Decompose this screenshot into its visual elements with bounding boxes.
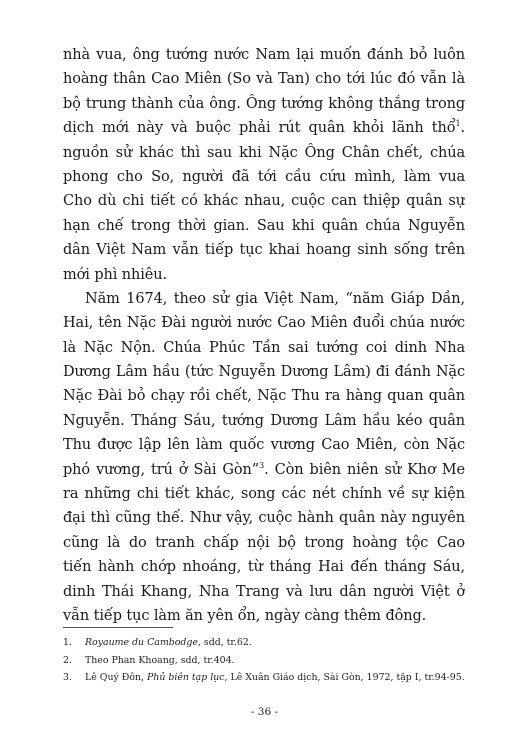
text-line: nguồn sử khác thì sau khi Nặc Ông Chân chết, chúa: [63, 144, 465, 161]
text-segment: . Còn biên niên sử Khơ Me: [264, 461, 465, 478]
footnote-3: [63, 669, 473, 687]
text-line: dinh Thái Khang, Nha Trang và lưu dân người Việt ở: [63, 583, 465, 600]
text-line: ra những chi tiết khác, song các nét chính về sự kiện: [63, 486, 465, 503]
text-line: Thu được lập lên làm quốc vương Cao Miên, còn Nặc: [63, 437, 465, 454]
text-line: Nguyễn. Tháng Sáu, tướng Dương Lâm hầu kéo quân: [63, 412, 465, 429]
paragraph-first-line: Năm 1674, theo sử gia Việt Nam, “năm Giáp Dần,: [85, 290, 465, 307]
footnote-rest: , sdd, tr.62.: [197, 637, 252, 648]
text-line: cũng là do tranh chấp nội bộ trong hoàng tộc Cao: [63, 534, 465, 551]
footnote-divider: [63, 627, 173, 628]
footnote-number: 2.: [63, 654, 72, 666]
page-number: - 36 -: [250, 706, 279, 718]
text-segment: .: [460, 120, 465, 137]
text-line: Dương Lâm hầu (tức Nguyễn Dương Lâm) đi đánh Nặc: [63, 364, 465, 381]
text-line: tiến hành chớp nhoáng, từ tháng Hai đến tháng Sáu,: [63, 559, 465, 576]
text-line: đại thì cũng thế. Như vậy, cuộc hành quân này nguyên: [63, 510, 465, 527]
footnote-rest: , Lê Xuân Giáo dịch, Sài Gòn, 1972, tập I, tr.94-95.: [224, 672, 465, 683]
text-line: là Nặc Nộn. Chúa Phúc Tần sai tướng coi dinh Nha: [63, 339, 465, 356]
text-line: [63, 165, 465, 189]
text-line: hoàng thân Cao Miên (So và Tan) cho tới lúc đó vẫn là: [63, 71, 465, 88]
text-line: Nặc Đài bỏ chạy rồi chết, Nặc Thu ra hàng quan quân: [63, 388, 465, 405]
footnote-2: [63, 652, 473, 670]
text-line: nhà vua, ông tướng nước Nam lại muốn đánh bỏ luôn: [63, 47, 465, 63]
text-segment: phong cho So, người đã tới cầu cứu mình, làm vua: [63, 168, 465, 185]
footnote-title: Phủ biên tạp lục: [146, 672, 225, 683]
footnote-1: [63, 634, 473, 652]
footnote-title: Royaume du Cambodge: [85, 637, 198, 648]
text-line: Cho dù chi tiết có khác nhau, cuộc can thiệp quân sự: [63, 193, 465, 210]
text-line: [63, 458, 465, 482]
text-line: bộ trung thành của ông. Ông tướng không thắng trong: [63, 95, 465, 112]
text-line: vẫn tiếp tục làm ăn yên ổn, ngày càng thêm đông.: [63, 608, 427, 624]
main-text: [63, 43, 465, 628]
footnote-ref-1[interactable]: 1: [455, 119, 461, 129]
text-line: [63, 116, 465, 140]
text-line: dân Việt Nam vẫn tiếp tục khai hoang sinh sống trên: [63, 242, 465, 259]
text-line: hạn chế trong thời gian. Sau khi quân chúa Nguyễn: [63, 217, 465, 234]
footnote-text: Theo Phan Khoang, sdd, tr.404.: [85, 654, 235, 666]
text-segment: dịch mới này và buộc phải rút quân khỏi lãnh thổ: [63, 120, 456, 137]
text-line: mới phì nhiêu.: [63, 266, 168, 283]
footnote-ref-3[interactable]: 3: [259, 460, 265, 470]
text-line: Hai, tên Nặc Đài người nước Cao Miên đuổi chúa nước: [63, 315, 465, 332]
text-segment: phó vương, trú ở Sài Gòn”: [63, 461, 260, 478]
footnote-text: [85, 669, 465, 687]
footnotes: [63, 634, 473, 687]
footnote-number: 1.: [63, 637, 72, 648]
footnote-number: 3.: [63, 672, 72, 683]
footnote-text: [85, 634, 252, 652]
footnote-author: Lê Quý Đôn,: [85, 672, 147, 683]
